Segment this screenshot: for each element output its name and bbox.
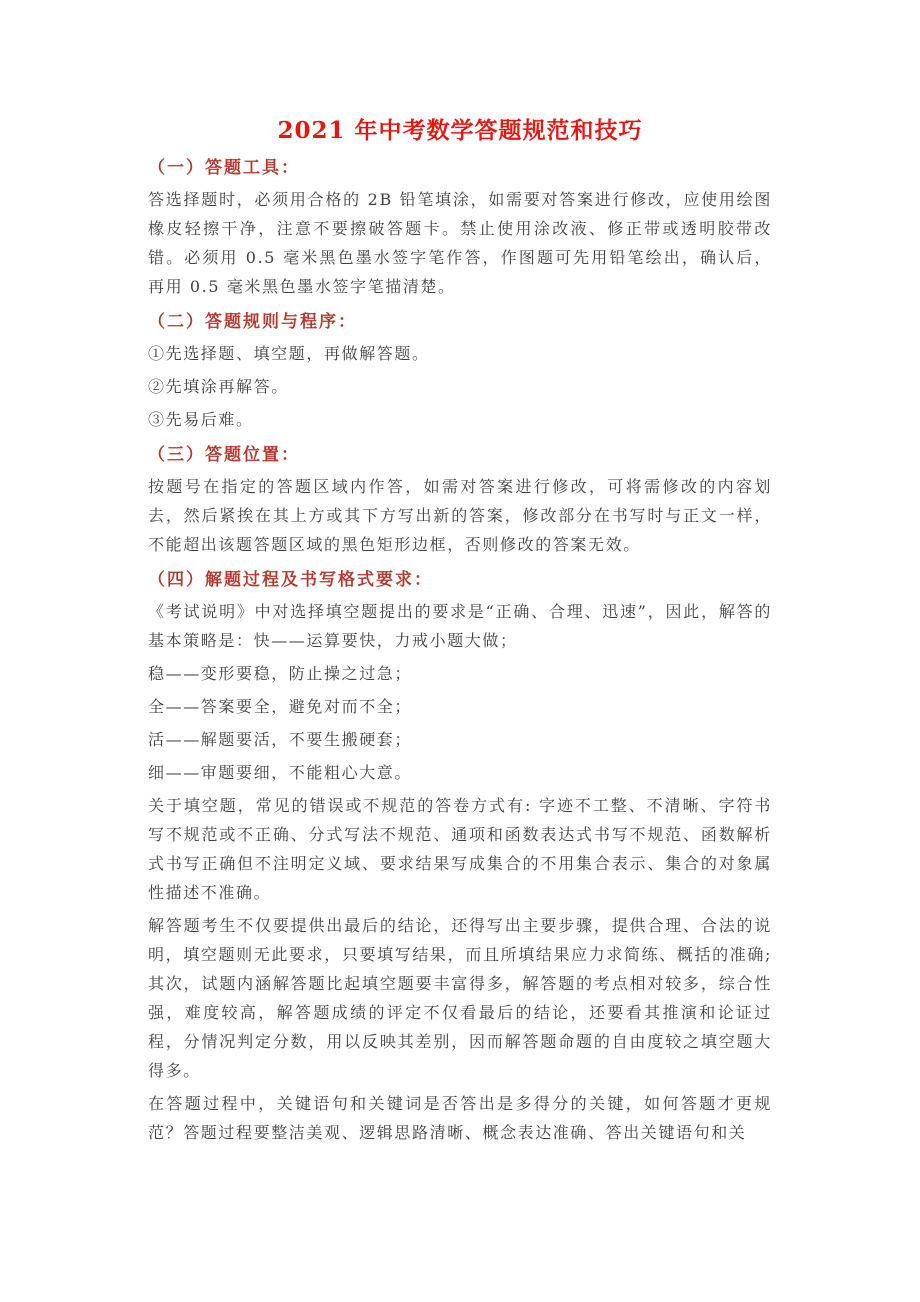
document-title: 2021 年中考数学答题规范和技巧 bbox=[277, 117, 643, 144]
body-paragraph: 《考试说明》中对选择填空题提出的要求是“正确、合理、迅速”，因此，解答的基本策略是：快——运算要快，力戒小题大做； bbox=[148, 602, 772, 650]
section-answer-tools bbox=[148, 156, 772, 301]
body-paragraph: 稳——变形要稳，防止操之过急； bbox=[148, 664, 413, 683]
list-item-paragraph: ③先易后难。 bbox=[148, 410, 254, 429]
body-paragraph: 解答题考生不仅要提供出最后的结论，还得写出主要步骤，提供合理、合法的说明，填空题则无此要求，只要填写结果，而且所填结果应力求简练、概括的准确; 其次，试题内涵解答题比起填空题要丰富得多，解答题的考点相对较多，综合性强，难度较高，解答题成绩的评定不仅看最后的结论，还要看其推演和论证过程，分情况判定分数，用以反映其差别，因而解答题命题的自由度较之填空题大得多。 bbox=[148, 916, 772, 1080]
section-heading: （二）答题规则与程序： bbox=[148, 312, 357, 332]
section-answer-position bbox=[148, 443, 772, 559]
body-paragraph: 细——审题要细，不能粗心大意。 bbox=[148, 763, 413, 782]
section-solution-format bbox=[148, 568, 772, 1147]
body-paragraph: 在答题过程中，关键语句和关键词是否答出是多得分的关键，如何答题才更规范？答题过程要整洁美观、逻辑思路清晰、概念表达准确、答出关键语句和关 bbox=[148, 1094, 772, 1142]
section-answer-rules bbox=[148, 310, 772, 434]
body-paragraph: 全——答案要全，避免对而不全； bbox=[148, 697, 413, 716]
body-paragraph: 答选择题时，必须用合格的 2B 铅笔填涂，如需要对答案进行修改，应使用绘图橡皮轻擦干净，注意不要擦破答题卡。禁止使用涂改液、修正带或透明胶带改错。必须用 0.5 毫米黑色墨水签字笔作答，作图题可先用铅笔绘出，确认后，再用 0.5 毫米黑色墨水签字笔描清楚。 bbox=[148, 190, 772, 296]
list-item-paragraph: ①先选择题、填空题，再做解答题。 bbox=[148, 344, 430, 363]
section-heading: （三）答题位置： bbox=[148, 445, 300, 465]
body-paragraph: 活——解题要活，不要生搬硬套； bbox=[148, 730, 413, 749]
section-heading: （一）答题工具： bbox=[148, 158, 300, 178]
body-paragraph: 按题号在指定的答题区域内作答，如需对答案进行修改，可将需修改的内容划去，然后紧挨在其上方或其下方写出新的答案，修改部分在书写时与正文一样，不能超出该题答题区域的黑色矩形边框，否则修改的答案无效。 bbox=[148, 477, 772, 554]
section-heading: （四）解题过程及书写格式要求： bbox=[148, 570, 433, 590]
body-paragraph: 关于填空题，常见的错误或不规范的答卷方式有: 字迹不工整、不清晰、字符书写不规范或不正确、分式写法不规范、通项和函数表达式书写不规范、函数解析式书写正确但不注明定义域、要求结果写成集合的不用集合表示、集合的对象属性描述不准确。 bbox=[148, 796, 772, 902]
list-item-paragraph: ②先填涂再解答。 bbox=[148, 377, 289, 396]
